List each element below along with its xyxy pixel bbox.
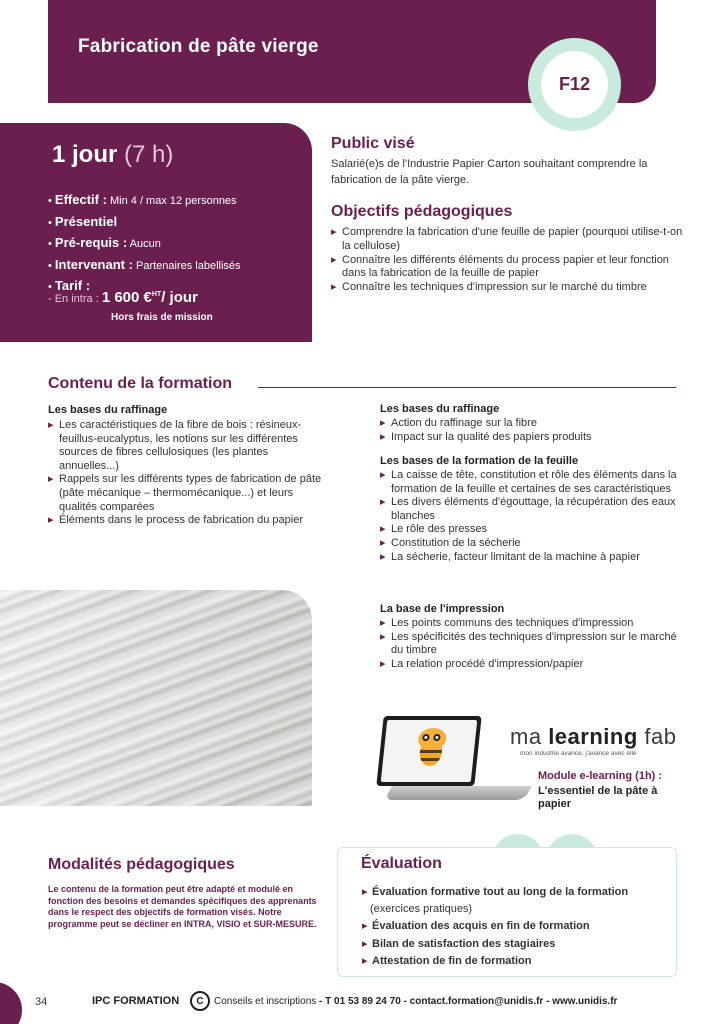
list-item: ▸ Connaître les différents éléments du process papier et leur fonction dans la fabrication de la feuille de papier — [331, 254, 691, 282]
laptop-screen — [376, 716, 481, 786]
info-value: Min 4 / max 12 personnes — [109, 195, 237, 207]
list-item: ▸ Évaluation des acquis en fin de formation — [362, 918, 672, 935]
objectives-list — [331, 226, 691, 295]
right-subtitle-raffinage: Les bases du raffinage — [380, 403, 500, 415]
evaluation-list — [362, 884, 672, 970]
list-item: ▸ Bilan de satisfaction des stagiaires — [362, 936, 672, 953]
info-label: Pré-requis : — [54, 235, 128, 250]
bullet-dot: • — [48, 281, 52, 293]
module-text: L'essentiel de la pâte à papier — [538, 785, 658, 810]
price-value: 1 600 € — [101, 289, 152, 306]
laptop-base — [384, 786, 532, 800]
list-item: ▸ Attestation de fin de formation — [362, 953, 672, 970]
public-title: Public visé — [331, 135, 415, 152]
bee-eye-icon — [433, 734, 441, 741]
info-box — [0, 123, 312, 342]
objectives-title: Objectifs pédagogiques — [331, 203, 513, 220]
list-item: ▸ La relation procédé d'impression/papier — [380, 658, 680, 672]
list-item: ▸ Évaluation formative tout au long de la formation — [362, 884, 672, 901]
list-item: ▸ Les caractéristiques de la fibre de bois : résineux-feuillus-eucalyptus, les notions sur les différentes sources de fibres cellulosiques (les plantes annuelles...) — [48, 419, 330, 473]
list-item: ▸ Les divers éléments d'égouttage, la récupération des eaux blanches — [380, 496, 680, 523]
info-list — [48, 189, 308, 297]
list-item: ▸ Les points communs des techniques d'impression — [380, 617, 680, 631]
info-label: Effectif : — [54, 192, 107, 207]
info-label: Tarif : — [54, 278, 91, 293]
duration — [52, 141, 173, 169]
contact-site-link[interactable]: www.unidis.fr — [552, 996, 618, 1007]
list-item: ▸ Les spécificités des techniques d'impression sur le marché du timbre — [380, 631, 680, 658]
contact-label: Conseils et inscriptions — [214, 996, 317, 1007]
right-list-impression — [380, 617, 680, 671]
list-item: ▸ La caisse de tête, constitution et rôle des éléments dans la formation de la feuille et certaines de ses caractéristiques — [380, 469, 680, 496]
contact-phone: - T 01 53 89 24 70 - — [319, 996, 407, 1007]
right-subtitle-impression: La base de l'impression — [380, 603, 505, 615]
list-item: (exercices pratiques) — [370, 903, 473, 916]
list-item: ▸ Connaître les techniques d'impression sur le marché du timbre — [331, 281, 691, 295]
bullet-dot: • — [48, 259, 52, 272]
modalites-title: Modalités pédagogiques — [48, 856, 235, 873]
left-list — [48, 419, 330, 528]
list-item: ▸ La sécherie, facteur limitant de la machine à papier — [380, 551, 680, 565]
bullet-dot: • — [48, 238, 52, 250]
info-item — [48, 189, 308, 211]
left-subtitle: Les bases du raffinage — [48, 404, 168, 416]
price-suffix: / jour — [161, 289, 198, 306]
footer-contact — [214, 996, 617, 1007]
bee-head-icon — [417, 728, 447, 750]
list-item: ▸ Comprendre la fabrication d'une feuille de papier (pourquoi utilise-t-on la cellulose) — [331, 226, 691, 254]
price-sup: HT — [151, 291, 162, 298]
info-item — [48, 254, 308, 276]
info-item — [48, 211, 308, 233]
info-value: Aucun — [129, 238, 161, 250]
list-item: ▸ Impact sur la qualité des papiers produits — [380, 431, 680, 445]
list-item: ▸ Constitution de la sécherie — [380, 537, 680, 551]
bullet-dot: • — [48, 216, 52, 229]
evaluation-title: Évaluation — [361, 855, 442, 872]
bullet-dot: • — [48, 195, 52, 207]
bee-eye-icon — [422, 734, 430, 741]
page-corner-circle — [0, 982, 22, 1024]
logo-tagline: mon industrie avance, j'avance avec elle — [520, 750, 637, 757]
page-number: 34 — [35, 996, 48, 1008]
cgr-logo-icon: C — [190, 991, 210, 1011]
list-item: ▸ Rappels sur les différents types de fabrication de pâte (pâte mécanique – thermomécanique...) et leurs qualités comparées — [48, 473, 330, 514]
logo-part: fab — [637, 724, 677, 749]
page-title: Fabrication de pâte vierge — [78, 36, 319, 57]
contact-email-link[interactable]: contact.formation@unidis.fr — [409, 996, 544, 1007]
duration-hours: (7 h) — [124, 141, 174, 168]
info-label: Présentiel — [54, 213, 118, 229]
right-subtitle-feuille: Les bases de la formation de la feuille — [380, 455, 579, 467]
info-label: Intervenant : — [54, 256, 133, 272]
list-item: ▸ Éléments dans le process de fabrication du papier — [48, 514, 330, 528]
right-list-raffinage — [380, 417, 680, 444]
modalites-text: Le contenu de la formation peut être adapté et modulé en fonction des besoins et demandes spécifiques des apprenants dans le respect des objectifs de formation visés. Notre programme peut se décliner en INTRA, VISIO et SUR-MESURE. — [48, 884, 317, 930]
logo-part: ma — [510, 724, 549, 749]
duration-days: 1 jour — [52, 141, 118, 168]
right-list-feuille — [380, 469, 680, 564]
contact-separator: - — [546, 996, 550, 1007]
contenu-title: Contenu de la formation — [48, 375, 238, 393]
module-title: Module e-learning (1h) : — [538, 770, 663, 782]
paper-pulp-photo — [0, 590, 312, 806]
section-divider — [258, 387, 676, 388]
list-item: ▸ Action du raffinage sur la fibre — [380, 417, 680, 431]
price-row — [48, 289, 198, 306]
public-text: Salarié(e)s de l'Industrie Papier Carton souhaitant comprendre la fabrication de la pâte vierge. — [331, 158, 648, 186]
learning-fab-logo — [510, 724, 676, 750]
price-prefix: - En intra : — [48, 293, 99, 305]
logo-part: learning — [548, 724, 638, 749]
info-item — [48, 232, 308, 254]
laptop-display — [381, 720, 478, 782]
laptop-illustration — [380, 716, 530, 810]
list-item: ▸ Le rôle des presses — [380, 523, 680, 537]
footer-brand: IPC FORMATION — [92, 995, 180, 1007]
price-note: Hors frais de mission — [111, 312, 213, 323]
code-badge: F12 — [541, 51, 608, 118]
info-value: Partenaires labellisés — [136, 259, 241, 272]
